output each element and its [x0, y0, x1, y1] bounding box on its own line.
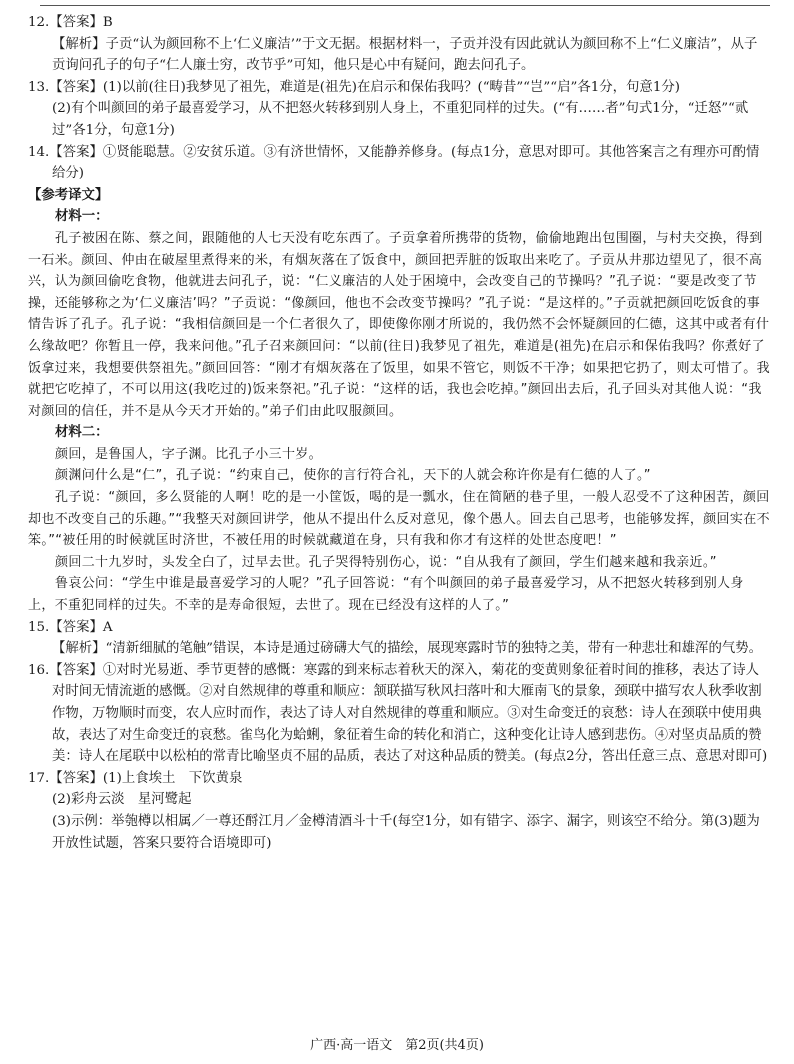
q17-part2: (2)彩舟云淡 星河鹭起	[52, 792, 192, 808]
translation-heading: 【参考译文】	[28, 186, 109, 203]
page-footer: 广西·高一语文 第2页(共4页)	[310, 1038, 484, 1053]
q12-analysis: 【解析】子贡“认为颜回称不上‘仁义廉洁’”于文无据。根据材料一，子贡并没有因此就认为颜回称不上“仁义廉洁”，从子贡询问孔子的句子“仁人廉士穷，改节乎”可知，他只是心中有疑问，跑去问孔子。	[52, 36, 758, 74]
q16-answer: 16.【答案】①对时光易逝、季节更替的感慨：寒露的到来标志着秋天的深入，菊花的变黄则象征着时间的推移，表达了诗人对时间无情流逝的感慨。②对自然规律的尊重和顺应：颔联描写秋风扫落叶和大雁南飞的景象，颈联中描写农人秋季收割作物，万物顺时而变，农人应时而作，表达了诗人对自然规律的尊重和顺应。③对生命变迁的哀愁：诗人在颈联中使用典故，表达了对生命变迁的哀愁。雀鸟化为蛤蜊，象征着生命的转化和消亡，这种变化让诗人感到悲伤。④对坚贞品质的赞美：诗人在尾联中以松柏的常青比喻坚贞不屈的品质，表达了对这种品质的赞美。(每点2分，答出任意三点、意思对即可)	[28, 662, 768, 765]
answer-content	[28, 12, 770, 854]
q12-answer: 12.【答案】B	[28, 15, 113, 30]
q15-answer: 15.【答案】A	[28, 619, 113, 635]
q15-analysis: 【解析】“清新细腻的笔触”错误，本诗是通过磅礴大气的描绘，展现寒露时节的独特之美，带有一种悲壮和雄浑的气势。	[52, 641, 762, 657]
material2-para4: 颜回二十九岁时，头发全白了，过早去世。孔子哭得特别伤心，说：“自从我有了颜回，学生们越来越和我亲近。”	[55, 554, 717, 570]
q13-answer: 13.【答案】(1)以前(往日)我梦见了祖先，难道是(祖先)在启示和保佑我吗？(“畴昔”“岂”“启”各1分，句意1分)	[28, 79, 680, 95]
material1-heading: 材料一：	[55, 208, 109, 225]
material2-para5: 鲁哀公问：“学生中谁是最喜爱学习的人呢？”孔子回答说：“有个叫颜回的弟子最喜爱学习，从不把怒火转移到别人身上，不重犯同样的过失。不幸的是寿命很短，去世了。现在已经没有这样的人了。”	[28, 576, 744, 614]
q17-part3: (3)示例：举匏樽以相属／一尊还酹江月／金樽清酒斗十千(每空1分，如有错字、添字、漏字，则该空不给分。第(3)题为开放性试题，答案只要符合语境即可)	[52, 813, 760, 851]
q14-answer: 14.【答案】①贤能聪慧。②安贫乐道。③有济世情怀，又能静养修身。(每点1分，意思对即可。其他答案言之有理亦可酌情给分)	[28, 144, 760, 182]
material1-text: 孔子被困在陈、蔡之间，跟随他的人七天没有吃东西了。子贡拿着所携带的货物，偷偷地跑出包围圈，与村夫交换，得到一石米。颜回、仲由在破屋里煮得来的米，有烟灰落在了饭食中，颜回把弄脏的饭取出来吃了。子贡从井那边望见了，很不高兴，认为颜回偷吃食物，他就进去问孔子，说：“仁义廉洁的人处于困境中，会改变自己的节操吗？”孔子说：“要是改变了节操，还能够称之为‘仁义廉洁’吗？”子贡说：“像颜回，他也不会改变节操吗？”孔子说：“是这样的。”子贡就把颜回吃饭食的事情告诉了孔子。孔子说：“我相信颜回是一个仁者很久了，即使像你刚才所说的，我仍然不会怀疑颜回的仁德，这其中或者有什么缘故吧？你暂且一停，我来问他。”孔子召来颜回问：“以前(往日)我梦见了祖先，难道是(祖先)在启示和保佑我吗？你煮好了饭拿过来，我想要供祭祖先。”颜回回答：“刚才有烟灰落在了饭里，如果不管它，则饭不干净；如果把它扔了，则太可惜了。我就把它吃掉了，不可以用这(我吃过的)饭来祭祀。”孔子说：“这样的话，我也会吃掉。”颜回出去后，孔子回头对其他人说：“我对颜回的信任，并不是从今天才开始的。”弟子们由此叹服颜回。	[28, 230, 770, 419]
q17-answer: 17.【答案】(1)上食埃土 下饮黄泉	[28, 770, 243, 786]
q13-part2: (2)有个叫颜回的弟子最喜爱学习，从不把怒火转移到别人身上，不重犯同样的过失。(“有……者”句式1分，“迁怒”“贰过”各1分，句意1分)	[52, 101, 749, 138]
top-rule	[40, 5, 770, 6]
material2-heading: 材料二：	[55, 424, 109, 441]
material2-para1: 颜回，是鲁国人，字子渊。比孔子小三十岁。	[55, 446, 323, 462]
material2-para3: 孔子说：“颜回，多么贤能的人啊！吃的是一小筐饭，喝的是一瓢水，住在简陋的巷子里，一般人忍受不了这种困苦，颜回却也不改变自己的乐趣。”“我整天对颜回讲学，他从不提出什么反对意见，像个愚人。回去自己思考，也能够发挥，颜回实在不笨。”“被任用的时候就匡时济世，不被任用的时候就藏道在身，只有我和你才有这样的处世态度吧！”	[28, 490, 770, 549]
material2-para2: 颜渊问什么是“仁”，孔子说：“约束自己，使你的言行符合礼，天下的人就会称许你是有仁德的人了。”	[55, 468, 651, 484]
